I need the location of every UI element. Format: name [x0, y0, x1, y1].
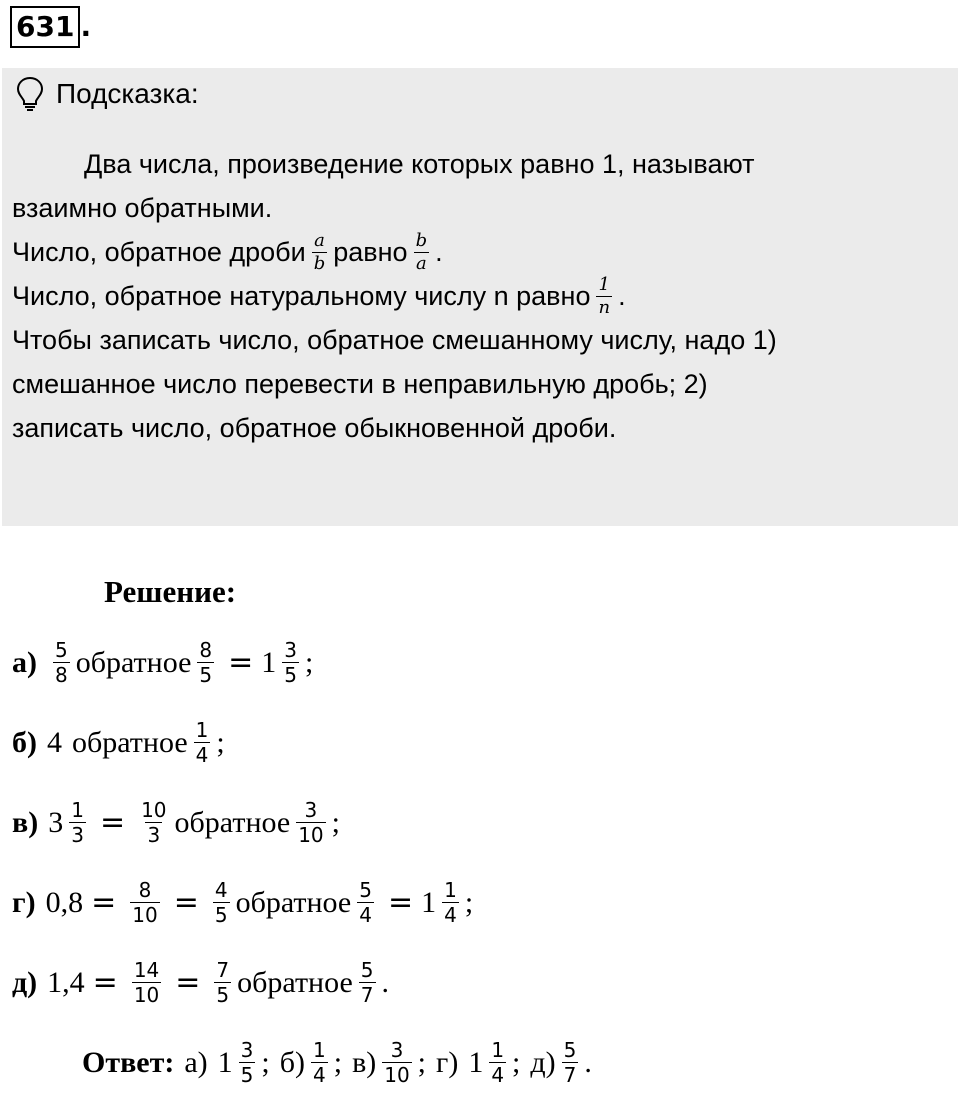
frac-num: 5	[563, 1038, 577, 1062]
answer-label: б)	[279, 1045, 305, 1079]
frac-den: 7	[360, 983, 374, 1007]
hint-line-1: Два числа, произведение которых равно 1, называют	[84, 149, 755, 179]
frac-den: 4	[312, 1063, 326, 1087]
hint-line-4-text: Число, обратное натуральному числу n равно	[12, 281, 591, 311]
frac-num: 3	[304, 798, 318, 822]
frac-num: b	[415, 229, 428, 251]
mixed-number	[261, 640, 305, 685]
frac-num: 1	[71, 798, 84, 822]
item-label: а)	[12, 645, 37, 679]
frac-den: 10	[133, 983, 160, 1007]
frac-den: 5	[240, 1063, 254, 1087]
word-obratnoe: обратное	[174, 805, 291, 839]
item-label: г)	[12, 885, 36, 919]
whole-part: 1	[261, 645, 277, 679]
equals-sign: =	[175, 965, 201, 1000]
frac-num: 4	[214, 878, 228, 902]
semicolon: ;	[512, 1045, 521, 1079]
fraction	[214, 960, 231, 1005]
hint-line-4	[12, 274, 942, 318]
fraction	[139, 800, 168, 845]
equals-sign: =	[99, 805, 126, 840]
frac-num: 5	[360, 958, 374, 982]
equals-sign: =	[91, 885, 117, 920]
solution-v	[12, 800, 340, 845]
frac-num: 3	[284, 638, 297, 662]
number: 4	[47, 725, 62, 759]
fraction	[359, 960, 376, 1005]
frac-den: 10	[384, 1063, 410, 1087]
solution-a	[12, 640, 313, 685]
semicolon: ;	[331, 805, 340, 839]
word-obratnoe: обратное	[235, 885, 352, 919]
hint-line-3-text-a: Число, обратное дроби	[12, 237, 306, 267]
semicolon: ;	[417, 1045, 427, 1079]
fraction	[357, 880, 374, 925]
solution-b	[12, 720, 225, 765]
frac-num: 3	[240, 1038, 254, 1062]
fraction	[197, 640, 214, 685]
fraction-1-over-n	[596, 273, 612, 318]
semicolon: ;	[464, 885, 474, 919]
frac-num: 10	[141, 798, 167, 822]
frac-num: 3	[390, 1038, 404, 1062]
mixed-number	[421, 880, 465, 925]
period: .	[381, 965, 390, 999]
fraction	[53, 640, 70, 685]
word-obratnoe: обратное	[75, 645, 192, 679]
fraction	[311, 1040, 328, 1085]
semicolon: ;	[305, 645, 314, 679]
frac-den: n	[598, 296, 611, 318]
whole-part: 1	[421, 885, 437, 919]
solution-title: Решение:	[104, 574, 237, 609]
answer-label: а)	[184, 1045, 208, 1079]
lightbulb-icon	[16, 76, 44, 112]
hint-title	[16, 76, 199, 112]
frac-num: 5	[55, 638, 68, 662]
fraction	[132, 960, 161, 1005]
whole-part: 1	[468, 1045, 484, 1079]
mixed-number	[218, 1040, 262, 1085]
solution-g	[12, 880, 473, 925]
frac-den: 10	[132, 903, 158, 927]
fraction	[562, 1040, 579, 1085]
frac-den: 4	[195, 743, 209, 767]
frac-den: 3	[147, 823, 161, 847]
frac-num: 1	[312, 1038, 326, 1062]
answer-label: в)	[352, 1045, 377, 1079]
item-label: б)	[12, 725, 37, 759]
number: 0,8	[45, 885, 84, 919]
hint-body	[12, 142, 942, 450]
frac-num: 1	[195, 718, 209, 742]
frac-den: 4	[359, 903, 372, 927]
semicolon: ;	[333, 1045, 343, 1079]
frac-num: 14	[133, 958, 160, 982]
frac-num: 7	[216, 958, 230, 982]
equals-sign: =	[173, 885, 199, 920]
fraction-b-over-a	[414, 229, 430, 274]
frac-den: 10	[298, 823, 324, 847]
frac-num: 5	[359, 878, 372, 902]
period: .	[584, 1045, 592, 1079]
frac-den: 5	[214, 903, 228, 927]
frac-den: 5	[199, 663, 213, 687]
fraction	[194, 720, 211, 765]
frac-num: 1	[444, 878, 457, 902]
problem-number-box: 631	[10, 6, 80, 48]
fraction	[442, 880, 459, 925]
item-label: д)	[12, 965, 38, 999]
frac-num: 8	[138, 878, 152, 902]
frac-den: 5	[284, 663, 297, 687]
word-obratnoe: обратное	[237, 965, 353, 999]
whole-part: 3	[48, 805, 64, 839]
answer-line	[82, 1040, 592, 1085]
hint-line-3	[12, 230, 942, 274]
fraction	[239, 1040, 256, 1085]
frac-den: 4	[491, 1063, 505, 1087]
frac-den: b	[313, 252, 326, 274]
fraction	[282, 640, 299, 685]
frac-num: a	[314, 229, 325, 251]
frac-den: 3	[71, 823, 84, 847]
frac-num: 1	[491, 1038, 505, 1062]
hint-line-6: смешанное число перевести в неправильную дробь; 2)	[12, 369, 708, 399]
whole-part: 1	[217, 1045, 233, 1079]
equals-sign: =	[228, 645, 254, 680]
equals-sign: =	[92, 965, 118, 1000]
problem-number	[10, 6, 91, 48]
fraction	[130, 880, 159, 925]
answer-title: Ответ:	[82, 1045, 175, 1079]
frac-den: a	[415, 252, 427, 274]
answer-label: д)	[530, 1045, 556, 1079]
problem-number-dot: .	[80, 10, 92, 43]
hint-title-text: Подсказка:	[56, 78, 199, 109]
frac-den: 4	[444, 903, 457, 927]
fraction	[213, 880, 230, 925]
semicolon: ;	[216, 725, 225, 759]
mixed-number	[48, 800, 92, 845]
item-label: в)	[12, 805, 39, 839]
fraction	[69, 800, 86, 845]
frac-num: 1	[598, 273, 610, 295]
answer-label: г)	[436, 1045, 459, 1079]
fraction	[382, 1040, 411, 1085]
semicolon: ;	[261, 1045, 270, 1079]
number: 1,4	[47, 965, 85, 999]
fraction-a-over-b	[312, 229, 328, 274]
hint-line-3-text-b: равно	[333, 237, 408, 267]
solution-d	[12, 960, 389, 1005]
frac-den: 7	[563, 1063, 577, 1087]
period: .	[435, 237, 443, 267]
hint-line-5: Чтобы записать число, обратное смешанному числу, надо 1)	[12, 325, 777, 355]
fraction	[296, 800, 325, 845]
frac-den: 8	[55, 663, 68, 687]
frac-den: 5	[216, 983, 230, 1007]
fraction	[489, 1040, 506, 1085]
frac-num: 8	[199, 638, 213, 662]
word-obratnoe: обратное	[72, 725, 188, 759]
hint-line-2: взаимно обратными.	[12, 193, 273, 223]
equals-sign: =	[387, 885, 414, 920]
mixed-number	[468, 1040, 512, 1085]
hint-line-7: записать число, обратное обыкновенной дроби.	[12, 413, 617, 443]
period: .	[618, 281, 626, 311]
